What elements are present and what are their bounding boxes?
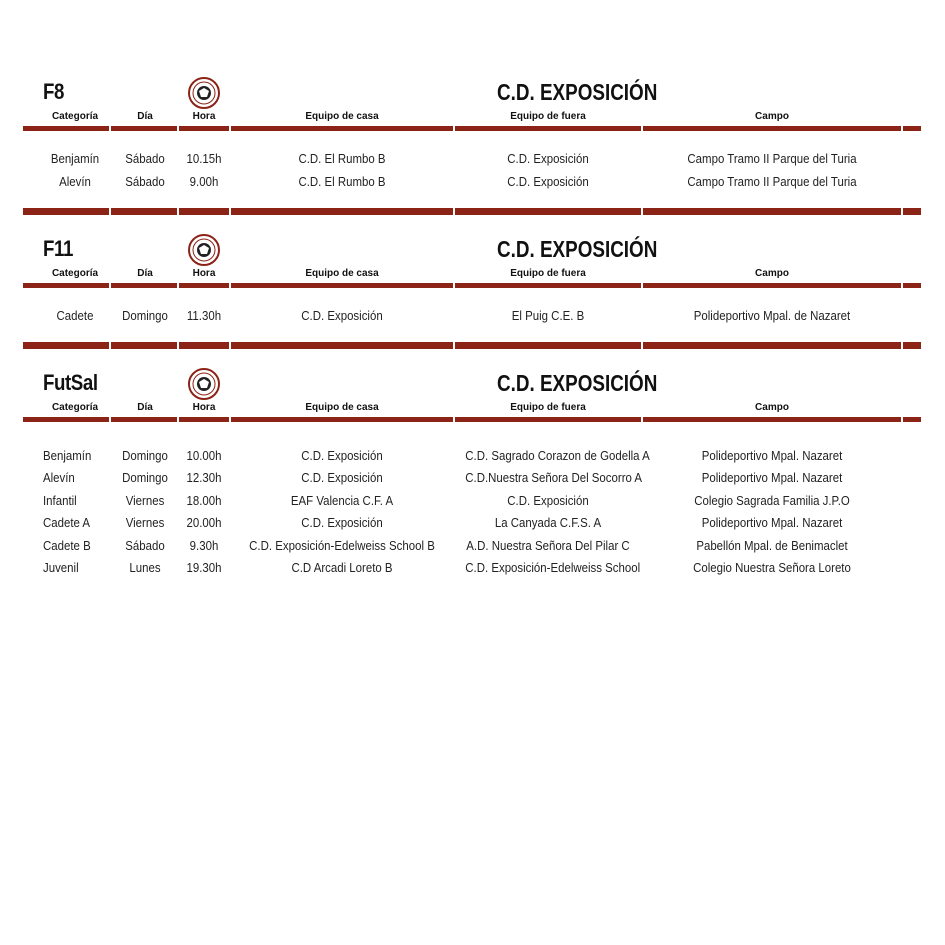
section-divider — [23, 342, 921, 349]
cell-category: Juvenil — [43, 560, 79, 575]
cell-day: Domingo — [122, 308, 168, 323]
header-field: Campo — [755, 268, 789, 279]
header-divider — [23, 282, 921, 289]
section-futsal — [0, 368, 945, 583]
header-field: Campo — [755, 402, 789, 413]
cell-category: Alevín — [43, 470, 75, 485]
cell-home: C.D. Exposición — [301, 470, 383, 485]
section-title: FutSal — [43, 370, 98, 395]
cell-home: C.D. Exposición — [301, 515, 383, 530]
cell-day: Sábado — [125, 174, 165, 189]
header-hour: Hora — [192, 402, 216, 413]
header-home: Equipo de casa — [305, 402, 379, 413]
header-home: Equipo de casa — [305, 111, 379, 122]
header-category: Categoría — [51, 268, 99, 279]
cell-away: C.D. Sagrado Corazon de Godella A — [465, 448, 650, 463]
header-category: Categoría — [51, 111, 99, 122]
cell-away: C.D. Exposición — [507, 493, 589, 508]
cell-day: Domingo — [122, 470, 168, 485]
club-title: C.D. EXPOSICIÓN — [497, 370, 658, 396]
cell-field: Polideportivo Mpal. Nazaret — [701, 470, 843, 485]
club-title: C.D. EXPOSICIÓN — [497, 236, 658, 262]
cell-category: Cadete — [56, 308, 94, 323]
header-home: Equipo de casa — [305, 268, 379, 279]
cell-category: Cadete A — [43, 515, 91, 530]
cell-field: Polideportivo Mpal. Nazaret — [701, 448, 843, 463]
cell-category: Alevín — [59, 174, 91, 189]
club-crest-icon — [188, 234, 220, 266]
cell-away: C.D.Nuestra Señora Del Socorro A — [465, 470, 643, 485]
cell-home: C.D. El Rumbo B — [298, 174, 386, 189]
cell-day: Sábado — [125, 151, 165, 166]
cell-home: C.D. Exposición — [301, 448, 383, 463]
cell-home: C.D. Exposición-Edelweiss School B — [249, 538, 435, 553]
cell-away: C.D. Exposición — [507, 151, 589, 166]
cell-hour: 19.30h — [186, 560, 222, 575]
cell-home: C.D. Exposición — [301, 308, 383, 323]
section-title-row — [0, 368, 945, 402]
cell-away: C.D. Exposición-Edelweiss School — [465, 560, 641, 575]
cell-away: El Puig C.E. B — [511, 308, 585, 323]
cell-hour: 12.30h — [186, 470, 222, 485]
section-f8 — [0, 77, 945, 217]
header-divider — [23, 125, 921, 132]
section-title-row — [0, 77, 945, 111]
cell-day: Sábado — [125, 538, 165, 553]
section-title-row — [0, 234, 945, 268]
section-divider — [23, 208, 921, 215]
cell-category: Infantil — [43, 493, 77, 508]
cell-home: C.D Arcadi Loreto B — [291, 560, 393, 575]
cell-hour: 20.00h — [186, 515, 222, 530]
header-day: Día — [137, 111, 153, 122]
cell-category: Benjamín — [50, 151, 100, 166]
cell-day: Domingo — [122, 448, 168, 463]
cell-away: C.D. Exposición — [507, 174, 589, 189]
cell-hour: 9.30h — [189, 538, 219, 553]
cell-home: C.D. El Rumbo B — [298, 151, 386, 166]
header-hour: Hora — [192, 111, 216, 122]
cell-field: Campo Tramo II Parque del Turia — [687, 174, 857, 189]
cell-category: Cadete B — [43, 538, 91, 553]
cell-field: Polideportivo Mpal. Nazaret — [701, 515, 843, 530]
cell-field: Colegio Sagrada Familia J.P.O — [694, 493, 850, 508]
cell-hour: 18.00h — [186, 493, 222, 508]
header-field: Campo — [755, 111, 789, 122]
cell-day: Viernes — [125, 515, 165, 530]
header-day: Día — [137, 402, 153, 413]
cell-day: Lunes — [129, 560, 161, 575]
cell-hour: 10.00h — [186, 448, 222, 463]
header-category: Categoría — [51, 402, 99, 413]
section-title: F8 — [43, 79, 64, 104]
cell-away: A.D. Nuestra Señora Del Pilar C — [466, 538, 630, 553]
cell-field: Colegio Nuestra Señora Loreto — [693, 560, 851, 575]
cell-hour: 9.00h — [189, 174, 219, 189]
cell-home: EAF Valencia C.F. A — [290, 493, 394, 508]
cell-category: Benjamín — [43, 448, 92, 463]
cell-hour: 11.30h — [186, 308, 222, 323]
header-hour: Hora — [192, 268, 216, 279]
club-crest-icon — [188, 77, 220, 109]
header-away: Equipo de fuera — [510, 111, 586, 122]
cell-field: Pabellón Mpal. de Benimaclet — [696, 538, 848, 553]
club-title: C.D. EXPOSICIÓN — [497, 79, 658, 105]
header-divider — [23, 416, 921, 423]
header-away: Equipo de fuera — [510, 268, 586, 279]
cell-away: La Canyada C.F.S. A — [494, 515, 602, 530]
cell-hour: 10.15h — [186, 151, 222, 166]
cell-day: Viernes — [125, 493, 165, 508]
header-day: Día — [137, 268, 153, 279]
cell-field: Polideportivo Mpal. de Nazaret — [693, 308, 851, 323]
club-crest-icon — [188, 368, 220, 400]
section-title: F11 — [43, 236, 73, 261]
cell-field: Campo Tramo II Parque del Turia — [687, 151, 857, 166]
header-away: Equipo de fuera — [510, 402, 586, 413]
section-f11 — [0, 234, 945, 352]
